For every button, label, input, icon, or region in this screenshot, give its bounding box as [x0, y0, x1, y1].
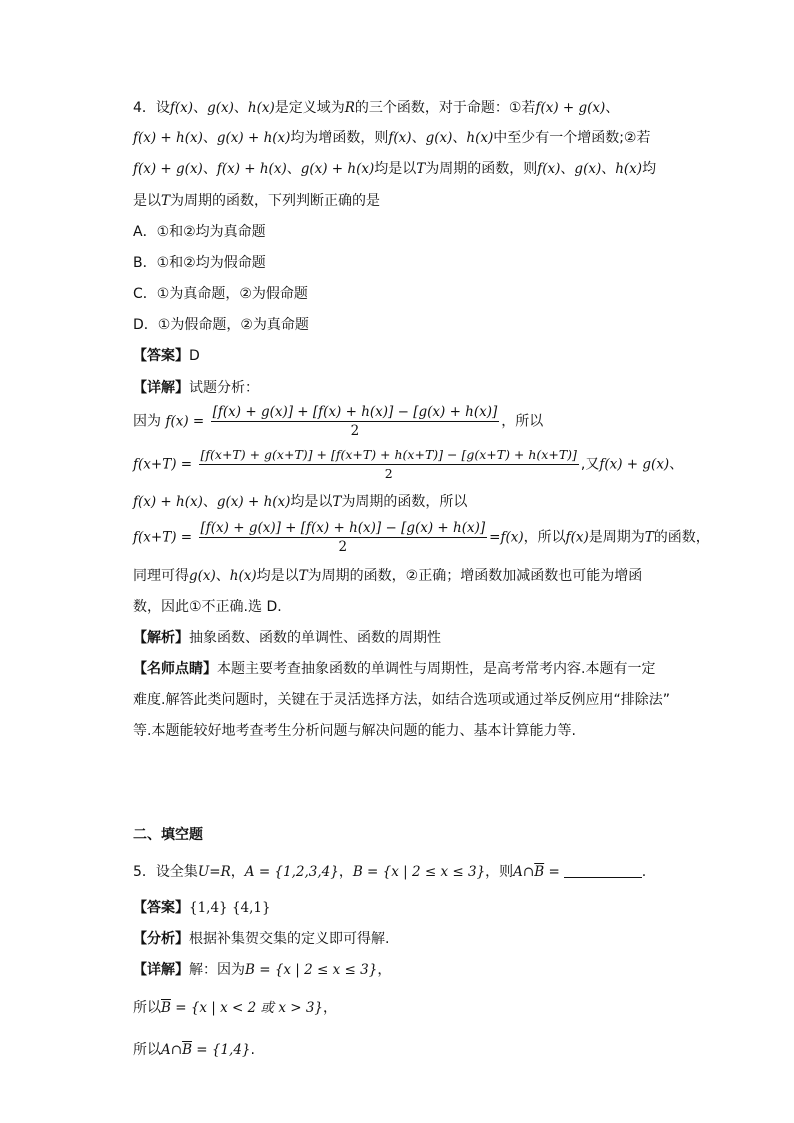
q5-detail-1 — [133, 960, 391, 980]
fraction — [199, 447, 579, 482]
fraction — [199, 520, 488, 555]
fraction-numerator: [f(x) + g(x)] + [f(x) + h(x)] − [g(x) + h(x)] — [200, 520, 486, 536]
text: 均 — [642, 161, 657, 177]
sep: 、 — [286, 161, 301, 177]
analysis-label: 【分析】 — [133, 931, 189, 947]
option-d: D．①为假命题，②为真命题 — [133, 317, 309, 333]
text: 为周期的函数，则 — [425, 161, 538, 177]
math-expr: g(x) + h(x) — [216, 130, 291, 146]
math-f: f(x) — [169, 100, 194, 116]
analysis-text: 抽象函数、函数的单调性、函数的周期性 — [189, 630, 441, 646]
text: ,又 — [580, 456, 600, 473]
math-expr: = {x | x < 2 或 x > 3} — [170, 1000, 324, 1016]
sep: 、 — [601, 161, 616, 177]
math-B-complement: $\overline{B}$ — [182, 1042, 192, 1058]
text: 的函数， — [653, 529, 710, 546]
text: ， — [377, 962, 392, 978]
math-T: T — [332, 494, 342, 510]
math-expr: g(x) + h(x) — [300, 161, 375, 177]
q4-line-1 — [133, 98, 619, 118]
fraction — [211, 404, 500, 439]
detail-label: 【详解】 — [133, 962, 189, 978]
text: ，则 — [485, 864, 514, 880]
q4-comment-3: 等.本题能较好地考查考生分析问题与解决问题的能力、基本计算能力等. — [133, 723, 576, 739]
q4-eq-2 — [133, 447, 683, 482]
math-expr: = {1,4} — [191, 1042, 251, 1058]
detail-label: 【详解】 — [133, 380, 189, 396]
text: 的三个函数，对于命题：①若 — [354, 100, 536, 116]
sep: 、 — [215, 568, 230, 584]
math-g: g(x) — [207, 100, 234, 116]
q4-line-3 — [133, 159, 656, 179]
sep: 、 — [202, 130, 217, 146]
math-expr: f(x) + g(x) — [133, 161, 203, 177]
answer-blank — [564, 863, 642, 878]
math-U: U=R — [197, 864, 231, 880]
math-T: T — [644, 529, 654, 546]
math-h: h(x) — [229, 568, 257, 584]
analysis-text: 根据补集贺交集的定义即可得解. — [189, 931, 390, 947]
text: 是定义域为 — [274, 100, 345, 116]
math-T: T — [161, 193, 171, 209]
sep: 、 — [605, 100, 620, 116]
math-eq: = — [544, 864, 560, 880]
section-title: 二、填空题 — [133, 827, 203, 843]
text: 中至少有一个增函数;②若 — [493, 130, 651, 146]
math-h: h(x) — [466, 130, 494, 146]
math-expr: A∩ — [513, 864, 535, 880]
text: . — [250, 1042, 255, 1058]
q4-line-4 — [133, 191, 380, 211]
math-B: B = {x | 2 ≤ x ≤ 3} — [352, 864, 486, 880]
text: 同理可得 — [133, 568, 189, 584]
text: ， — [323, 1000, 338, 1016]
math-g: g(x) — [574, 161, 602, 177]
sep: 、 — [202, 161, 217, 177]
math-B-complement: $\overline{B}$ — [534, 864, 545, 880]
q5-number: 5．设全集 — [133, 864, 198, 880]
sep: ， — [230, 864, 245, 880]
sep: 、 — [452, 130, 467, 146]
math-T: T — [298, 568, 308, 584]
math-f: f(x) — [565, 529, 589, 546]
text: 所以 — [133, 1042, 161, 1058]
text: 解：因为 — [189, 962, 245, 978]
q4-line-b — [133, 492, 467, 512]
math-R: R — [344, 100, 355, 116]
q5-detail-3 — [133, 1040, 255, 1060]
q4-line-2 — [133, 128, 651, 148]
math-f: f(x) — [537, 161, 561, 177]
option-a: A．①和②均为真命题 — [133, 224, 266, 240]
text: ，所以 — [501, 413, 544, 430]
q4-line-d: 数，因此①不正确.选 D. — [133, 599, 282, 615]
sep: 、 — [202, 494, 217, 510]
q4-comment-2: 难度.解答此类问题时，关键在于灵活选择方法，如结合选项或通过举反例应用“排除法” — [133, 692, 670, 708]
fraction-denominator: 2 — [384, 466, 393, 481]
math-expr: f(x) + h(x) — [216, 161, 287, 177]
q5-analysis — [133, 929, 389, 949]
q4-comment-1 — [133, 659, 655, 679]
fraction-denominator: 2 — [350, 423, 360, 439]
math-g: g(x) — [425, 130, 453, 146]
fraction-denominator: 2 — [338, 539, 348, 555]
q5-detail-2 — [133, 998, 337, 1018]
text: 均为增函数，则 — [290, 130, 389, 146]
fraction-numerator: [f(x+T) + g(x+T)] + [f(x+T) + h(x+T)] − [g(x+T) + h(x+T)] — [199, 447, 579, 465]
math-expr: f(x) + h(x) — [133, 130, 203, 146]
math-lhs: f(x+T) = — [133, 529, 193, 546]
comment-label: 【名师点睛】 — [133, 661, 217, 677]
text: . — [641, 864, 647, 880]
math-expr: g(x) + h(x) — [216, 494, 291, 510]
sep: 、 — [233, 100, 248, 116]
sep: ， — [338, 864, 353, 880]
answer-value: {1,4} {4,1} — [189, 900, 271, 916]
text: 因为 — [133, 413, 161, 430]
sep: 、 — [411, 130, 426, 146]
math-expr: f(x) + g(x) — [599, 456, 670, 473]
math-expr: f(x) + g(x) — [535, 100, 606, 116]
text: 为周期的函数，所以 — [341, 494, 468, 510]
fraction-numerator: [f(x) + g(x)] + [f(x) + h(x)] − [g(x) + h(x)] — [212, 404, 498, 420]
math-B: B = {x | 2 ≤ x ≤ 3} — [245, 962, 378, 978]
comment-text: 本题主要考查抽象函数的单调性与周期性，是高考常考内容.本题有一定 — [217, 661, 656, 677]
text: 为周期的函数，②正确；增函数加减函数也可能为增函 — [307, 568, 643, 584]
math-B-complement: $\overline{B}$ — [161, 1000, 171, 1016]
q4-analysis — [133, 628, 441, 648]
q4-eq-1 — [133, 404, 543, 439]
option-c: C．①为真命题，②为假命题 — [133, 286, 308, 302]
text: 均是以 — [290, 494, 333, 510]
text: 所以 — [133, 1000, 161, 1016]
math-T: T — [416, 161, 426, 177]
sep: 、 — [560, 161, 575, 177]
sep: 、 — [193, 100, 208, 116]
math-f: f(x) — [388, 130, 412, 146]
math-A: A = {1,2,3,4} — [244, 864, 339, 880]
text: 为周期的函数，下列判断正确的是 — [170, 193, 381, 209]
analysis-label: 【解析】 — [133, 630, 189, 646]
q5-answer — [133, 898, 271, 918]
answer-label: 【答案】 — [133, 348, 189, 364]
math-rhs: =f(x) — [489, 529, 524, 546]
answer-value: D — [189, 348, 200, 364]
sep: 、 — [669, 456, 684, 473]
math-h: h(x) — [615, 161, 643, 177]
math-lhs: f(x) = — [165, 413, 205, 430]
q4-number: 4．设 — [133, 100, 170, 116]
q4-line-c — [133, 566, 642, 586]
answer-label: 【答案】 — [133, 900, 189, 916]
math-g: g(x) — [189, 568, 216, 584]
q4-detail — [133, 378, 259, 398]
text: ，所以 — [523, 529, 566, 546]
math-expr: A∩ — [161, 1042, 183, 1058]
text: 是以 — [133, 193, 161, 209]
option-b: B．①和②均为假命题 — [133, 255, 266, 271]
q5-question — [133, 862, 646, 882]
text: 均是以 — [256, 568, 299, 584]
math-lhs: f(x+T) = — [133, 456, 193, 473]
q4-eq-3 — [133, 520, 710, 555]
math-expr: f(x) + h(x) — [133, 494, 203, 510]
text: 均是以 — [374, 161, 417, 177]
text: 是周期为 — [588, 529, 645, 546]
math-h: h(x) — [247, 100, 275, 116]
text: 试题分析： — [189, 380, 259, 396]
q4-answer — [133, 346, 200, 366]
